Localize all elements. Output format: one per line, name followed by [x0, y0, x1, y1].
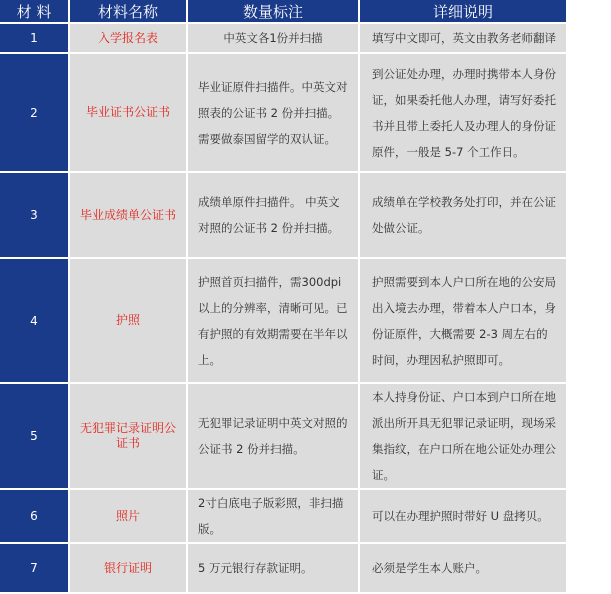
material-name: 护照: [70, 259, 188, 384]
detail-note: 到公证处办理，办理时携带本人身份证，如果委托他人办理，请写好委托书并且带上委托人及办理人的身份证原件，一般是 5-7 个工作日。: [360, 54, 566, 173]
detail-note: 护照需要到本人户口所在地的公安局出入境去办理，带着本人户口本，身份证原件，大概需要 2-3 周左右的时间，办理因私护照即可。: [360, 259, 566, 384]
row-number: 5: [0, 384, 70, 490]
row-number: 6: [0, 490, 70, 544]
header-material-name: 材料名称: [70, 0, 188, 24]
material-name: 照片: [70, 490, 188, 544]
table-row: [0, 259, 566, 384]
quantity-note: 成绩单原件扫描件。 中英文对照的公证书 2 份并扫描。: [188, 173, 360, 259]
row-number: 7: [0, 544, 70, 594]
quantity-note: 无犯罪记录证明中英文对照的公证书 2 份并扫描。: [188, 384, 360, 490]
material-name: 毕业成绩单公证书: [70, 173, 188, 259]
table-row: [0, 24, 566, 54]
header-details: 详细说明: [360, 0, 566, 24]
detail-note: 本人持身份证、户口本到户口所在地派出所开具无犯罪记录证明，现场采集指纹，在户口所在地公证处办理公证。: [360, 384, 566, 490]
material-name: 入学报名表: [70, 24, 188, 54]
table-row: [0, 544, 566, 594]
table-row: [0, 173, 566, 259]
header-row: [0, 0, 566, 24]
material-name: 毕业证书公证书: [70, 54, 188, 173]
detail-note: 填写中文即可，英文由教务老师翻译: [360, 24, 566, 54]
quantity-note: 5 万元银行存款证明。: [188, 544, 360, 594]
quantity-note: 护照首页扫描件，需300dpi以上的分辨率，清晰可见。已有护照的有效期需要在半年以上。: [188, 259, 360, 384]
detail-note: 必须是学生本人账户。: [360, 544, 566, 594]
material-name: 银行证明: [70, 544, 188, 594]
row-number: 1: [0, 24, 70, 54]
detail-note: 成绩单在学校教务处打印，并在公证处做公证。: [360, 173, 566, 259]
table-row: [0, 384, 566, 490]
header-quantity: 数量标注: [188, 0, 360, 24]
row-number: 3: [0, 173, 70, 259]
table-row: [0, 490, 566, 544]
row-number: 4: [0, 259, 70, 384]
quantity-note: 中英文各1份并扫描: [188, 24, 360, 54]
row-number: 2: [0, 54, 70, 173]
quantity-note: 毕业证原件扫描件。中英文对照表的公证书 2 份并扫描。需要做泰国留学的双认证。: [188, 54, 360, 173]
detail-note: 可以在办理护照时带好 U 盘拷贝。: [360, 490, 566, 544]
header-material: 材 料: [0, 0, 70, 24]
material-name: 无犯罪记录证明公证书: [70, 384, 188, 490]
quantity-note: 2寸白底电子版彩照，非扫描版。: [188, 490, 360, 544]
table-row: [0, 54, 566, 173]
